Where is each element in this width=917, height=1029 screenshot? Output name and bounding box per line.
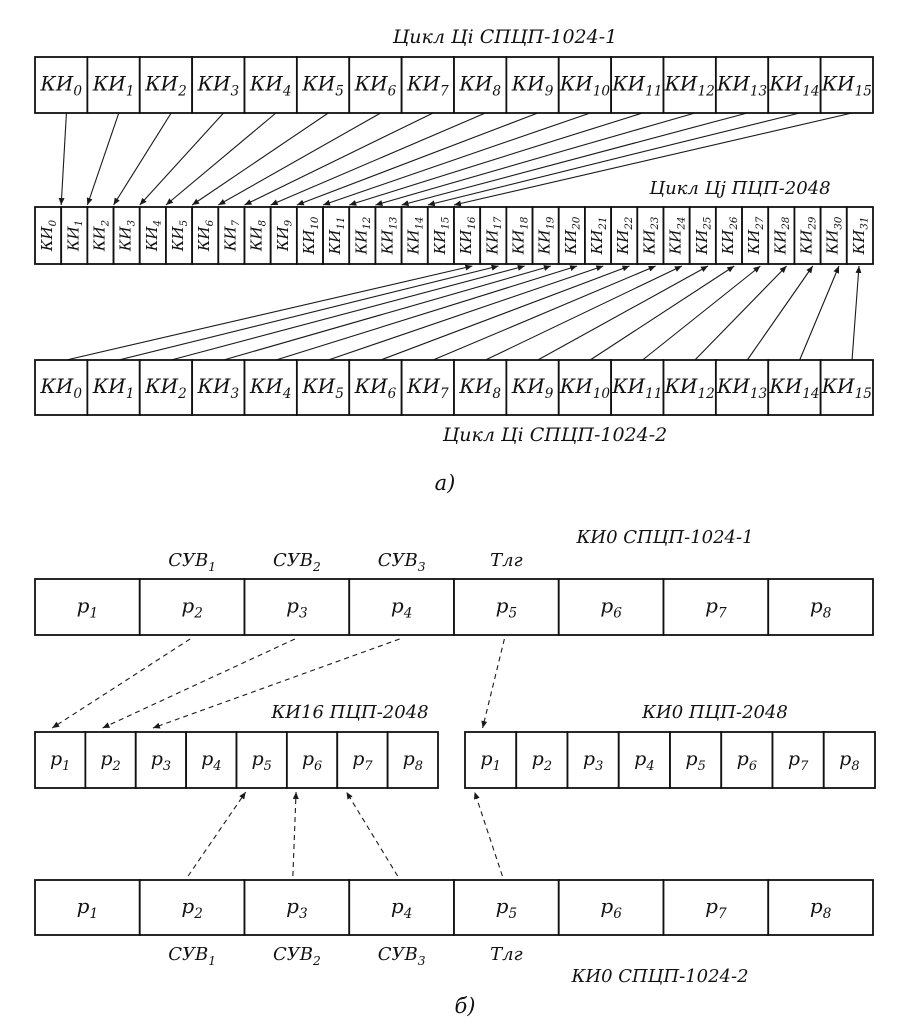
b-mid-left-bit-label: $p_3$ bbox=[150, 748, 172, 774]
a-bottom-cell-label: $КИ_8$ bbox=[459, 374, 501, 402]
b-bottom-to-mid-arrow bbox=[293, 792, 296, 876]
b-bottom-bit-label: $p_1$ bbox=[76, 894, 99, 922]
a-bottom-cell-label: $КИ_{15}$ bbox=[821, 374, 872, 402]
b-mid-right-bit-label: $p_4$ bbox=[634, 748, 655, 774]
a-top-to-mid-arrow bbox=[218, 113, 380, 205]
b-mid-left-bit-label: $p_8$ bbox=[402, 748, 424, 774]
a-top-row bbox=[35, 57, 873, 113]
b-top-bit-label: $p_4$ bbox=[390, 593, 413, 621]
a-mid-cell-label: $КИ_{22}$ bbox=[614, 216, 636, 255]
b-mid-left-bit-label: $p_6$ bbox=[301, 748, 323, 774]
a-bottom-cell-label: $КИ_{10}$ bbox=[559, 374, 611, 402]
a-bottom-to-mid-arrow bbox=[590, 266, 734, 360]
a-bottom-to-mid-arrow bbox=[852, 266, 859, 360]
a-mid-cell-label: $КИ_{16}$ bbox=[457, 216, 478, 255]
a-bottom-to-mid-arrow bbox=[381, 266, 630, 360]
a-top-to-mid-arrow bbox=[323, 113, 590, 205]
b-bottom-bit-label: $p_7$ bbox=[705, 894, 727, 922]
a-bottom-to-mid-arrow bbox=[643, 266, 761, 360]
a-mid-cell-label: $КИ_{24}$ bbox=[666, 216, 688, 255]
a-mid-cell-label: $КИ_2$ bbox=[90, 219, 112, 252]
a-top-cell-label: $КИ_6$ bbox=[354, 71, 397, 99]
b-top-bit-label: $p_2$ bbox=[181, 593, 203, 621]
a-top-to-mid-arrow bbox=[349, 113, 642, 205]
a-top-to-mid-arrow bbox=[297, 113, 538, 205]
b-mid-right-bit-label: $p_2$ bbox=[531, 748, 553, 774]
a-bottom-to-mid-arrow bbox=[485, 266, 681, 360]
a-mid-cell-label: $КИ_1$ bbox=[64, 219, 86, 252]
a-top-cell-label: $КИ_9$ bbox=[511, 71, 554, 99]
a-bottom-cell-label: $КИ_9$ bbox=[511, 374, 554, 402]
a-bottom-to-mid-arrow bbox=[800, 266, 839, 360]
a-top-cell-label: $КИ_{12}$ bbox=[664, 71, 715, 99]
a-top-cell-label: $КИ_{14}$ bbox=[769, 71, 820, 99]
b-top-bit-label: $p_5$ bbox=[495, 593, 518, 621]
a-bottom-cell-label: $КИ_{11}$ bbox=[612, 374, 663, 402]
b-top-signal-label: $СУВ_2$ bbox=[272, 550, 321, 574]
b-mid-left-bit-label: $p_4$ bbox=[201, 748, 222, 774]
b-mid-right-bit-label: $p_5$ bbox=[685, 748, 706, 774]
b-top-signal-labels bbox=[168, 550, 522, 573]
a-mid-cell-label: $КИ_9$ bbox=[273, 219, 295, 252]
a-top-to-mid-arrow bbox=[61, 113, 66, 205]
a-bottom-row bbox=[35, 360, 873, 415]
a-mid-cell-label: $КИ_{26}$ bbox=[718, 216, 740, 255]
b-mid-right-caption: КИ0 ПЦП-2048 bbox=[642, 702, 788, 723]
a-mid-cell-label: $КИ_8$ bbox=[247, 219, 269, 252]
b-mid-left-caption: КИ16 ПЦП-2048 bbox=[271, 702, 429, 723]
a-top-cell-label: $КИ_1$ bbox=[92, 71, 135, 99]
a-bottom-to-mid-arrow bbox=[695, 266, 787, 360]
a-top-cell-label: $КИ_5$ bbox=[302, 71, 344, 99]
a-mid-cell-label: $КИ_{23}$ bbox=[640, 216, 662, 255]
a-top-to-mid-arrow bbox=[87, 113, 118, 205]
a-bottom-caption: Цикл Цi СПЦП-1024-2 bbox=[442, 424, 668, 446]
b-bottom-to-mid-arrow bbox=[346, 792, 397, 876]
a-bottom-cell-label: $КИ_2$ bbox=[145, 374, 187, 402]
a-mid-cell-label: $КИ_{29}$ bbox=[797, 216, 819, 255]
a-top-to-mid-arrow bbox=[375, 113, 694, 205]
b-top-bit-label: $p_1$ bbox=[76, 593, 99, 621]
b-bottom-signal-label: $СУВ_1$ bbox=[168, 944, 217, 968]
b-mid-left-bit-label: $p_2$ bbox=[100, 748, 121, 774]
b-bottom-to-mid-arrow bbox=[188, 792, 246, 876]
b-mid-right-bit-label: $p_3$ bbox=[582, 748, 604, 774]
a-bottom-cell-label: $КИ_7$ bbox=[407, 374, 449, 402]
a-mid-cell-label: $КИ_6$ bbox=[195, 219, 217, 252]
b-top-caption: КИ0 СПЦП-1024-1 bbox=[576, 527, 754, 548]
a-mid-cell-label: $КИ_{27}$ bbox=[745, 216, 766, 255]
a-mid-cell-label: $КИ_{11}$ bbox=[326, 216, 347, 255]
a-mid-cell-label: $КИ_{12}$ bbox=[352, 216, 374, 255]
b-top-signal-label: Тлг bbox=[490, 550, 523, 571]
a-top-cell-label: $КИ_{11}$ bbox=[612, 71, 663, 99]
a-mid-cell-label: $КИ_{17}$ bbox=[483, 216, 505, 255]
a-top-to-mid-arrow bbox=[114, 113, 172, 205]
b-top-bit-label: $p_7$ bbox=[705, 593, 727, 621]
a-mid-cell-label: $КИ_7$ bbox=[221, 219, 243, 252]
b-mid-right-bit-label: $p_8$ bbox=[839, 748, 860, 774]
a-top-cell-label: $КИ_3$ bbox=[197, 71, 240, 99]
b-bottom-signal-label: Тлг bbox=[490, 944, 523, 965]
b-bottom-bit-label: $p_2$ bbox=[181, 894, 203, 922]
b-mid-right-bit-label: $p_7$ bbox=[787, 748, 809, 774]
a-top-cell-label: $КИ_7$ bbox=[407, 71, 449, 99]
a-mid-caption: Цикл Цj ПЦП-2048 bbox=[649, 178, 831, 199]
a-mid-row bbox=[35, 207, 873, 264]
a-top-cell-label: $КИ_8$ bbox=[459, 71, 501, 99]
a-mid-cell-label: $КИ_{10}$ bbox=[299, 216, 321, 255]
a-top-to-mid-arrow bbox=[245, 113, 434, 205]
a-mid-cell-label: $КИ_{30}$ bbox=[823, 216, 845, 255]
a-top-cell-label: $КИ_{13}$ bbox=[716, 71, 768, 99]
b-top-signal-label: $СУВ_3$ bbox=[377, 550, 426, 574]
b-top-bit-label: $p_6$ bbox=[600, 593, 622, 621]
b-top-bit-label: $p_3$ bbox=[286, 593, 308, 621]
a-bottom-to-mid-arrow bbox=[224, 266, 551, 360]
a-bottom-cell-label: $КИ_0$ bbox=[40, 374, 82, 402]
a-top-cell-label: $КИ_{15}$ bbox=[821, 71, 872, 99]
a-mid-cell-label: $КИ_{15}$ bbox=[430, 216, 452, 255]
b-bottom-bit-label: $p_8$ bbox=[809, 894, 832, 922]
b-top-bit-label: $p_8$ bbox=[809, 593, 832, 621]
b-bottom-signal-label: $СУВ_2$ bbox=[272, 944, 321, 968]
b-bottom-row bbox=[35, 880, 873, 935]
a-top-cell-label: $КИ_2$ bbox=[145, 71, 187, 99]
a-bottom-cell-label: $КИ_4$ bbox=[249, 374, 292, 402]
b-mid-right-bit-label: $p_6$ bbox=[736, 748, 758, 774]
a-mid-cell-label: $КИ_{14}$ bbox=[404, 216, 426, 255]
b-bottom-to-mid-arrow bbox=[475, 792, 503, 876]
a-bottom-cell-label: $КИ_{13}$ bbox=[716, 374, 768, 402]
a-bottom-to-mid-arrow bbox=[171, 266, 525, 360]
b-bottom-caption: КИ0 СПЦП-1024-2 bbox=[571, 966, 749, 987]
a-mid-cell-label: $КИ_{21}$ bbox=[588, 216, 609, 255]
b-bottom-bit-label: $p_5$ bbox=[495, 894, 518, 922]
a-mid-cell-label: $КИ_5$ bbox=[169, 219, 190, 252]
a-top-caption: Цикл Цi СПЦП-1024-1 bbox=[392, 26, 618, 48]
a-bottom-to-mid-arrow bbox=[119, 266, 499, 360]
a-mid-cell-label: $КИ_{19}$ bbox=[535, 216, 557, 255]
b-mid-left-bit-label: $p_5$ bbox=[251, 748, 272, 774]
b-bottom-bit-label: $p_3$ bbox=[286, 894, 308, 922]
a-bottom-cell-label: $КИ_1$ bbox=[92, 374, 135, 402]
a-top-cell-label: $КИ_{10}$ bbox=[559, 71, 611, 99]
b-mid-left-bit-label: $p_7$ bbox=[352, 748, 373, 774]
a-figure-label: а) bbox=[434, 471, 456, 495]
b-top-row bbox=[35, 579, 873, 635]
a-bottom-cell-label: $КИ_5$ bbox=[302, 374, 344, 402]
b-mid-row bbox=[35, 732, 875, 788]
a-bottom-cell-label: $КИ_{14}$ bbox=[769, 374, 820, 402]
b-bottom-bit-label: $p_6$ bbox=[600, 894, 622, 922]
b-top-to-mid-arrow bbox=[52, 639, 190, 728]
a-bottom-to-mid-arrow bbox=[276, 266, 577, 360]
b-top-to-mid-arrow bbox=[483, 639, 505, 728]
a-mid-cell-label: $КИ_{31}$ bbox=[849, 216, 871, 255]
a-mid-cell-label: $КИ_{13}$ bbox=[378, 216, 400, 255]
b-mid-right-bit-label: $p_1$ bbox=[480, 748, 501, 774]
a-mid-cell-label: $КИ_{20}$ bbox=[561, 216, 583, 255]
a-bottom-cell-label: $КИ_{12}$ bbox=[664, 374, 715, 402]
a-bottom-cell-label: $КИ_3$ bbox=[197, 374, 240, 402]
a-mid-cell-label: $КИ_{18}$ bbox=[509, 216, 531, 255]
b-bottom-signal-label: $СУВ_3$ bbox=[377, 944, 426, 968]
b-bottom-bit-label: $p_4$ bbox=[390, 894, 413, 922]
a-mid-cell-label: $КИ_{25}$ bbox=[692, 216, 714, 255]
a-bottom-cell-label: $КИ_6$ bbox=[354, 374, 397, 402]
a-bottom-to-mid-arrow bbox=[747, 266, 812, 360]
b-mid-left-bit-label: $p_1$ bbox=[49, 748, 71, 774]
a-mid-cell-label: $КИ_0$ bbox=[38, 219, 59, 252]
b-top-signal-label: $СУВ_1$ bbox=[168, 550, 217, 574]
b-bottom-signal-labels bbox=[168, 944, 522, 967]
a-mid-cell-label: $КИ_3$ bbox=[116, 219, 138, 252]
a-top-cell-label: $КИ_0$ bbox=[40, 71, 82, 99]
b-top-to-mid-arrow bbox=[103, 639, 295, 728]
a-mid-cell-label: $КИ_4$ bbox=[142, 219, 164, 252]
a-top-cell-label: $КИ_4$ bbox=[249, 71, 292, 99]
a-bottom-to-mid-arrow bbox=[66, 266, 472, 360]
a-mid-cell-label: $КИ_{28}$ bbox=[771, 216, 793, 255]
b-figure-label: б) bbox=[454, 994, 476, 1018]
